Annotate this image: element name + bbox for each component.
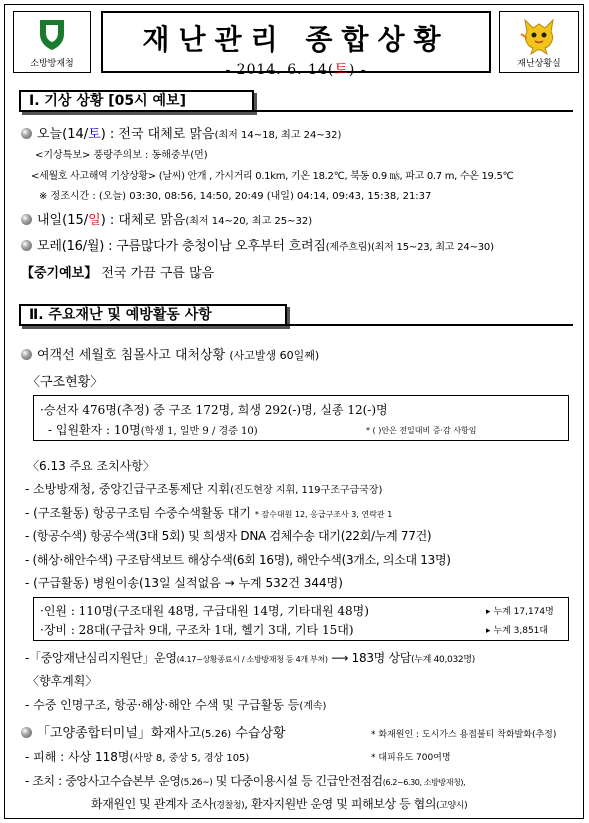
section-divider (19, 324, 573, 326)
equipment-total: ▸ 누계 3,851대 (486, 626, 549, 636)
plan-heading: 〈향후계획〉 (27, 674, 98, 688)
org-caption: 소방방재청 (30, 59, 74, 69)
damage-line: - 피해 : 사상 118명(사망 8, 중상 5, 경상 105) (25, 750, 250, 764)
bullet-icon (21, 727, 32, 738)
page-title: 재난관리 종합상황 (142, 23, 450, 56)
shield-logo-icon (37, 18, 67, 52)
disaster-section-title: Ⅱ. 주요재난 및 예방활동 사항 (19, 304, 287, 326)
room-caption: 재난상황실 (517, 59, 561, 69)
resources-box (33, 597, 569, 641)
fire-cause: * 화재원인 : 도시가스 용접불티 착화발화(추정) (371, 730, 557, 740)
agency-logo (13, 11, 91, 73)
hospitalized: - 입원환자 : 10명(학생 1, 일반 9 / 경증 10) (48, 423, 258, 437)
report-date: - 2014. 6. 14(토) - (225, 62, 367, 78)
forecast-tomorrow: 내일(15/일) : 대체로 맑음(최저 14~20, 최고 25~32) (21, 214, 312, 227)
tide-times: ※ 정조시간 : (오늘) 03:30, 08:56, 14:50, 20:49 (내일) 04:14, 09:43, 15:38, 21:37 (39, 191, 432, 202)
rescue-note: * ( )안은 전일대비 증·감 사항임 (366, 426, 477, 435)
bullet-icon (21, 214, 32, 225)
forecast-today: 오늘(14/토) : 전국 대체로 맑음(최저 14~18, 최고 24~32) (21, 128, 341, 141)
forecast-day-after: 모레(16/월) : 구름많다가 충청이남 오후부터 흐려짐(제주흐림)(최저 15~23, 최고 24~30) (21, 240, 494, 253)
evacuation-note: * 대피유도 700여명 (371, 753, 451, 763)
personnel-total: ▸ 누계 17,174명 (486, 607, 554, 617)
goyang-heading: 「고양종합터미널」화재사고(5.26) 수습상황 (21, 727, 286, 740)
document-page (4, 4, 584, 819)
rescue-counts: ·승선자 476명(추정) 중 구조 172명, 희생 292(-)명, 실종 12(-)명 (40, 403, 388, 417)
bullet-icon (21, 349, 32, 360)
bullet-icon (21, 128, 32, 139)
midterm-forecast: 【중기예보】 전국 가끔 구름 많음 (21, 266, 215, 281)
section-divider (19, 110, 573, 112)
mascot-icon (517, 16, 561, 56)
measures-line-1: - 조치 : 중앙사고수습본부 운영(5.26~) 및 다중이용시설 등 긴급안전점검(6.2~6.30, 소방방재청), (25, 774, 466, 788)
plan-item: - 수중 인명구조, 항공·해상·해안 수색 및 구급활동 등(계속) (25, 698, 327, 712)
equipment-line: ·장비 : 28대(구급차 9대, 구조차 1대, 헬기 3대, 기타 15대) (40, 623, 354, 637)
action-item: - (해상·해안수색) 구조탐색보트 해상수색(6회 16명), 해안수색(3개소, 의소대 13명) (25, 553, 451, 567)
sewol-heading: 여객선 세월호 침몰사고 대처상황 (사고발생 60일째) (21, 349, 319, 362)
title-box (101, 11, 491, 78)
psych-support: -「중앙재난심리지원단」운영(4.17~상황종료시 / 소방방재청 등 4개 부처) ⟶ 183명 상담(누계 40,032명) (25, 651, 475, 665)
weather-section-title: Ⅰ. 기상 상황 [05시 예보] (19, 90, 254, 112)
report-header (5, 5, 583, 77)
sea-conditions: <세월호 사고해역 기상상황> (날씨) 안개 , 가시거리 0.1km, 기온 18.2℃, 북동 0.9 ㎧, 파고 0.7 m, 수온 19.5℃ (31, 171, 514, 182)
action-item: - (항공수색) 항공수색(3대 5회) 및 희생자 DNA 검체수송 대기(22회/누계 77건) (25, 529, 432, 543)
weather-special-report: <기상특보> 풍랑주의보 : 동해중부(먼) (35, 150, 208, 161)
action-item: - (구급활동) 병원이송(13일 실적없음 → 누계 532건 344명) (25, 576, 343, 590)
rescue-status-box (33, 395, 569, 441)
measures-line-2: 화재원인 및 관계자 조사(경찰청), 환자지원반 운영 및 피해보상 등 협의(고양시) (91, 797, 468, 811)
actions-heading: 〈6.13 주요 조치사항〉 (27, 459, 155, 473)
mascot (499, 11, 579, 73)
rescue-status-heading: 〈구조현황〉 (27, 375, 104, 390)
bullet-icon (21, 240, 32, 251)
personnel-line: ·인원 : 110명(구조대원 48명, 구급대원 14명, 기타대원 48명) (40, 604, 369, 618)
action-item: - (구조활동) 항공구조팀 수중수색활동 대기 * 잠수대원 12, 응급구조사 3, 연락관 1 (25, 506, 393, 520)
action-item: - 소방방재청, 중앙긴급구조통제단 지휘(진도현장 지휘, 119구조구급국장) (25, 482, 383, 496)
